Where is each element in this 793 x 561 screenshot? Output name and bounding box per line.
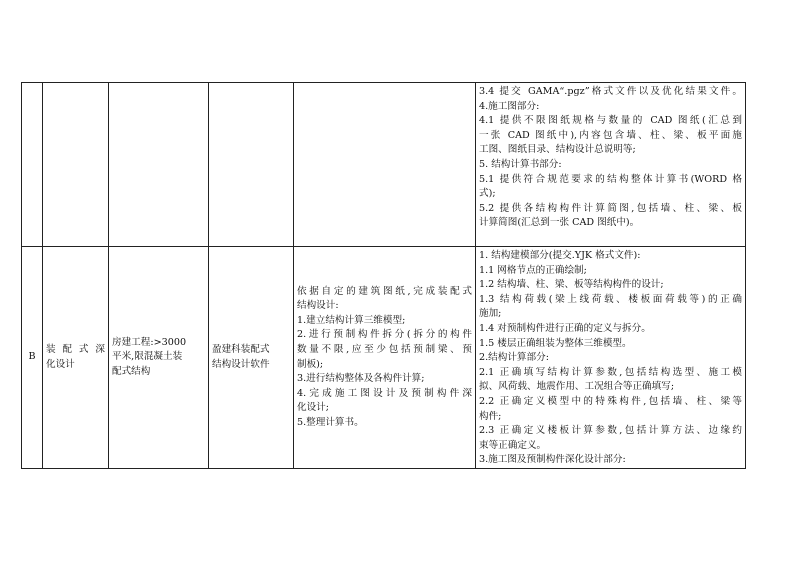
- req-line: 1.3 结构荷载(梁上线荷载、楼板面荷载等)的正确: [479, 293, 742, 305]
- table-row: [22, 83, 746, 247]
- row-id-cell: [22, 83, 43, 247]
- task-line: 4.完成施工图设计及预制构件深: [297, 387, 472, 399]
- scope-cell: [109, 83, 209, 247]
- req-line: 施加;: [479, 308, 502, 320]
- req-line: 1. 结构建模部分(提交.YJK 格式文件):: [479, 250, 641, 261]
- task-line: 制板);: [297, 358, 324, 370]
- req-line: 5. 结构计算书部分:: [479, 158, 562, 170]
- req-line: 2.3 正确定义楼板计算参数,包括计算方法、边缘约: [479, 425, 742, 437]
- req-line: 5.1 提供符合规范要求的结构整体计算书(WORD 格: [479, 173, 742, 185]
- task-line: 3.进行结构整体及各构件计算;: [297, 373, 425, 385]
- req-line: 1.4 对预制构件进行正确的定义与拆分。: [479, 322, 651, 334]
- req-line: 1.5 楼层正确组装为整体三维模型。: [479, 337, 632, 349]
- req-line: 3.施工图及预制构件深化设计部分:: [479, 454, 626, 466]
- scope-line: 配式结构: [112, 365, 151, 377]
- software-cell: [209, 83, 294, 247]
- req-line: 2.1 正确填写结构计算参数,包括结构选型、施工模: [479, 366, 742, 378]
- task-line: 化设计;: [297, 402, 330, 414]
- scope-cell: [109, 247, 209, 469]
- requirements-cell: [476, 83, 746, 247]
- req-line: 2.2 正确定义模型中的特殊构件,包括墙、柱、梁等: [479, 395, 742, 407]
- req-line: 2.结构计算部分:: [479, 352, 549, 364]
- software-cell: [209, 247, 294, 469]
- task-line: 1.建立结构计算三维模型;: [297, 314, 406, 326]
- task-line: 5.整理计算书。: [297, 416, 364, 428]
- software-line: 盈建科装配式: [212, 343, 270, 355]
- task-line: 数量不限,应至少包括预制梁、预: [297, 343, 472, 355]
- req-line: 5.2 提供各结构构件计算简图,包括墙、柱、梁、板: [479, 202, 742, 214]
- req-line: 拟、风荷载、地震作用、工况组合等正确填写;: [479, 381, 675, 393]
- req-line: 构件;: [479, 410, 502, 422]
- req-line: 束等正确定义。: [479, 439, 547, 451]
- category-cell: [43, 247, 109, 469]
- req-line: 计算简图(汇总到一张 CAD 图纸中)。: [479, 217, 640, 229]
- req-line: 4.1 提供不限图纸规格与数量的 CAD 图纸(汇总到: [479, 115, 742, 127]
- req-line: 式);: [479, 188, 496, 200]
- req-line: 3.4 提交 GAMA“.pgz”格式文件以及优化结果文件。: [479, 86, 742, 97]
- category-cell: [43, 83, 109, 247]
- scope-line: 平米,限混凝土装: [112, 351, 183, 363]
- row-id-cell: [22, 247, 43, 469]
- requirements-table: [21, 82, 746, 469]
- task-cell: [294, 247, 476, 469]
- scope-line: 房建工程:>3000: [112, 336, 187, 348]
- task-cell: [294, 83, 476, 247]
- req-line: 1.2 结构墙、柱、梁、板等结构构件的设计;: [479, 279, 664, 291]
- category-line: 装配式深: [46, 343, 105, 355]
- task-line: 2.进行预制构件拆分(拆分的构件: [297, 329, 472, 341]
- req-line: 工图、图纸目录、结构设计总说明等;: [479, 144, 636, 156]
- row-id: B: [28, 351, 36, 363]
- table-row: [22, 247, 746, 469]
- task-line: 结构设计:: [297, 300, 339, 312]
- task-line: 依据自定的建筑图纸,完成装配式: [297, 285, 472, 297]
- req-line: 4.施工图部分:: [479, 100, 540, 112]
- category-line: 化设计: [46, 358, 75, 370]
- req-line: 1.1 网格节点的正确绘制;: [479, 264, 587, 276]
- requirements-cell: [476, 247, 746, 469]
- req-line: 一张 CAD 图纸中),内容包含墙、柱、梁、板平面施: [479, 129, 742, 141]
- software-line: 结构设计软件: [212, 358, 270, 370]
